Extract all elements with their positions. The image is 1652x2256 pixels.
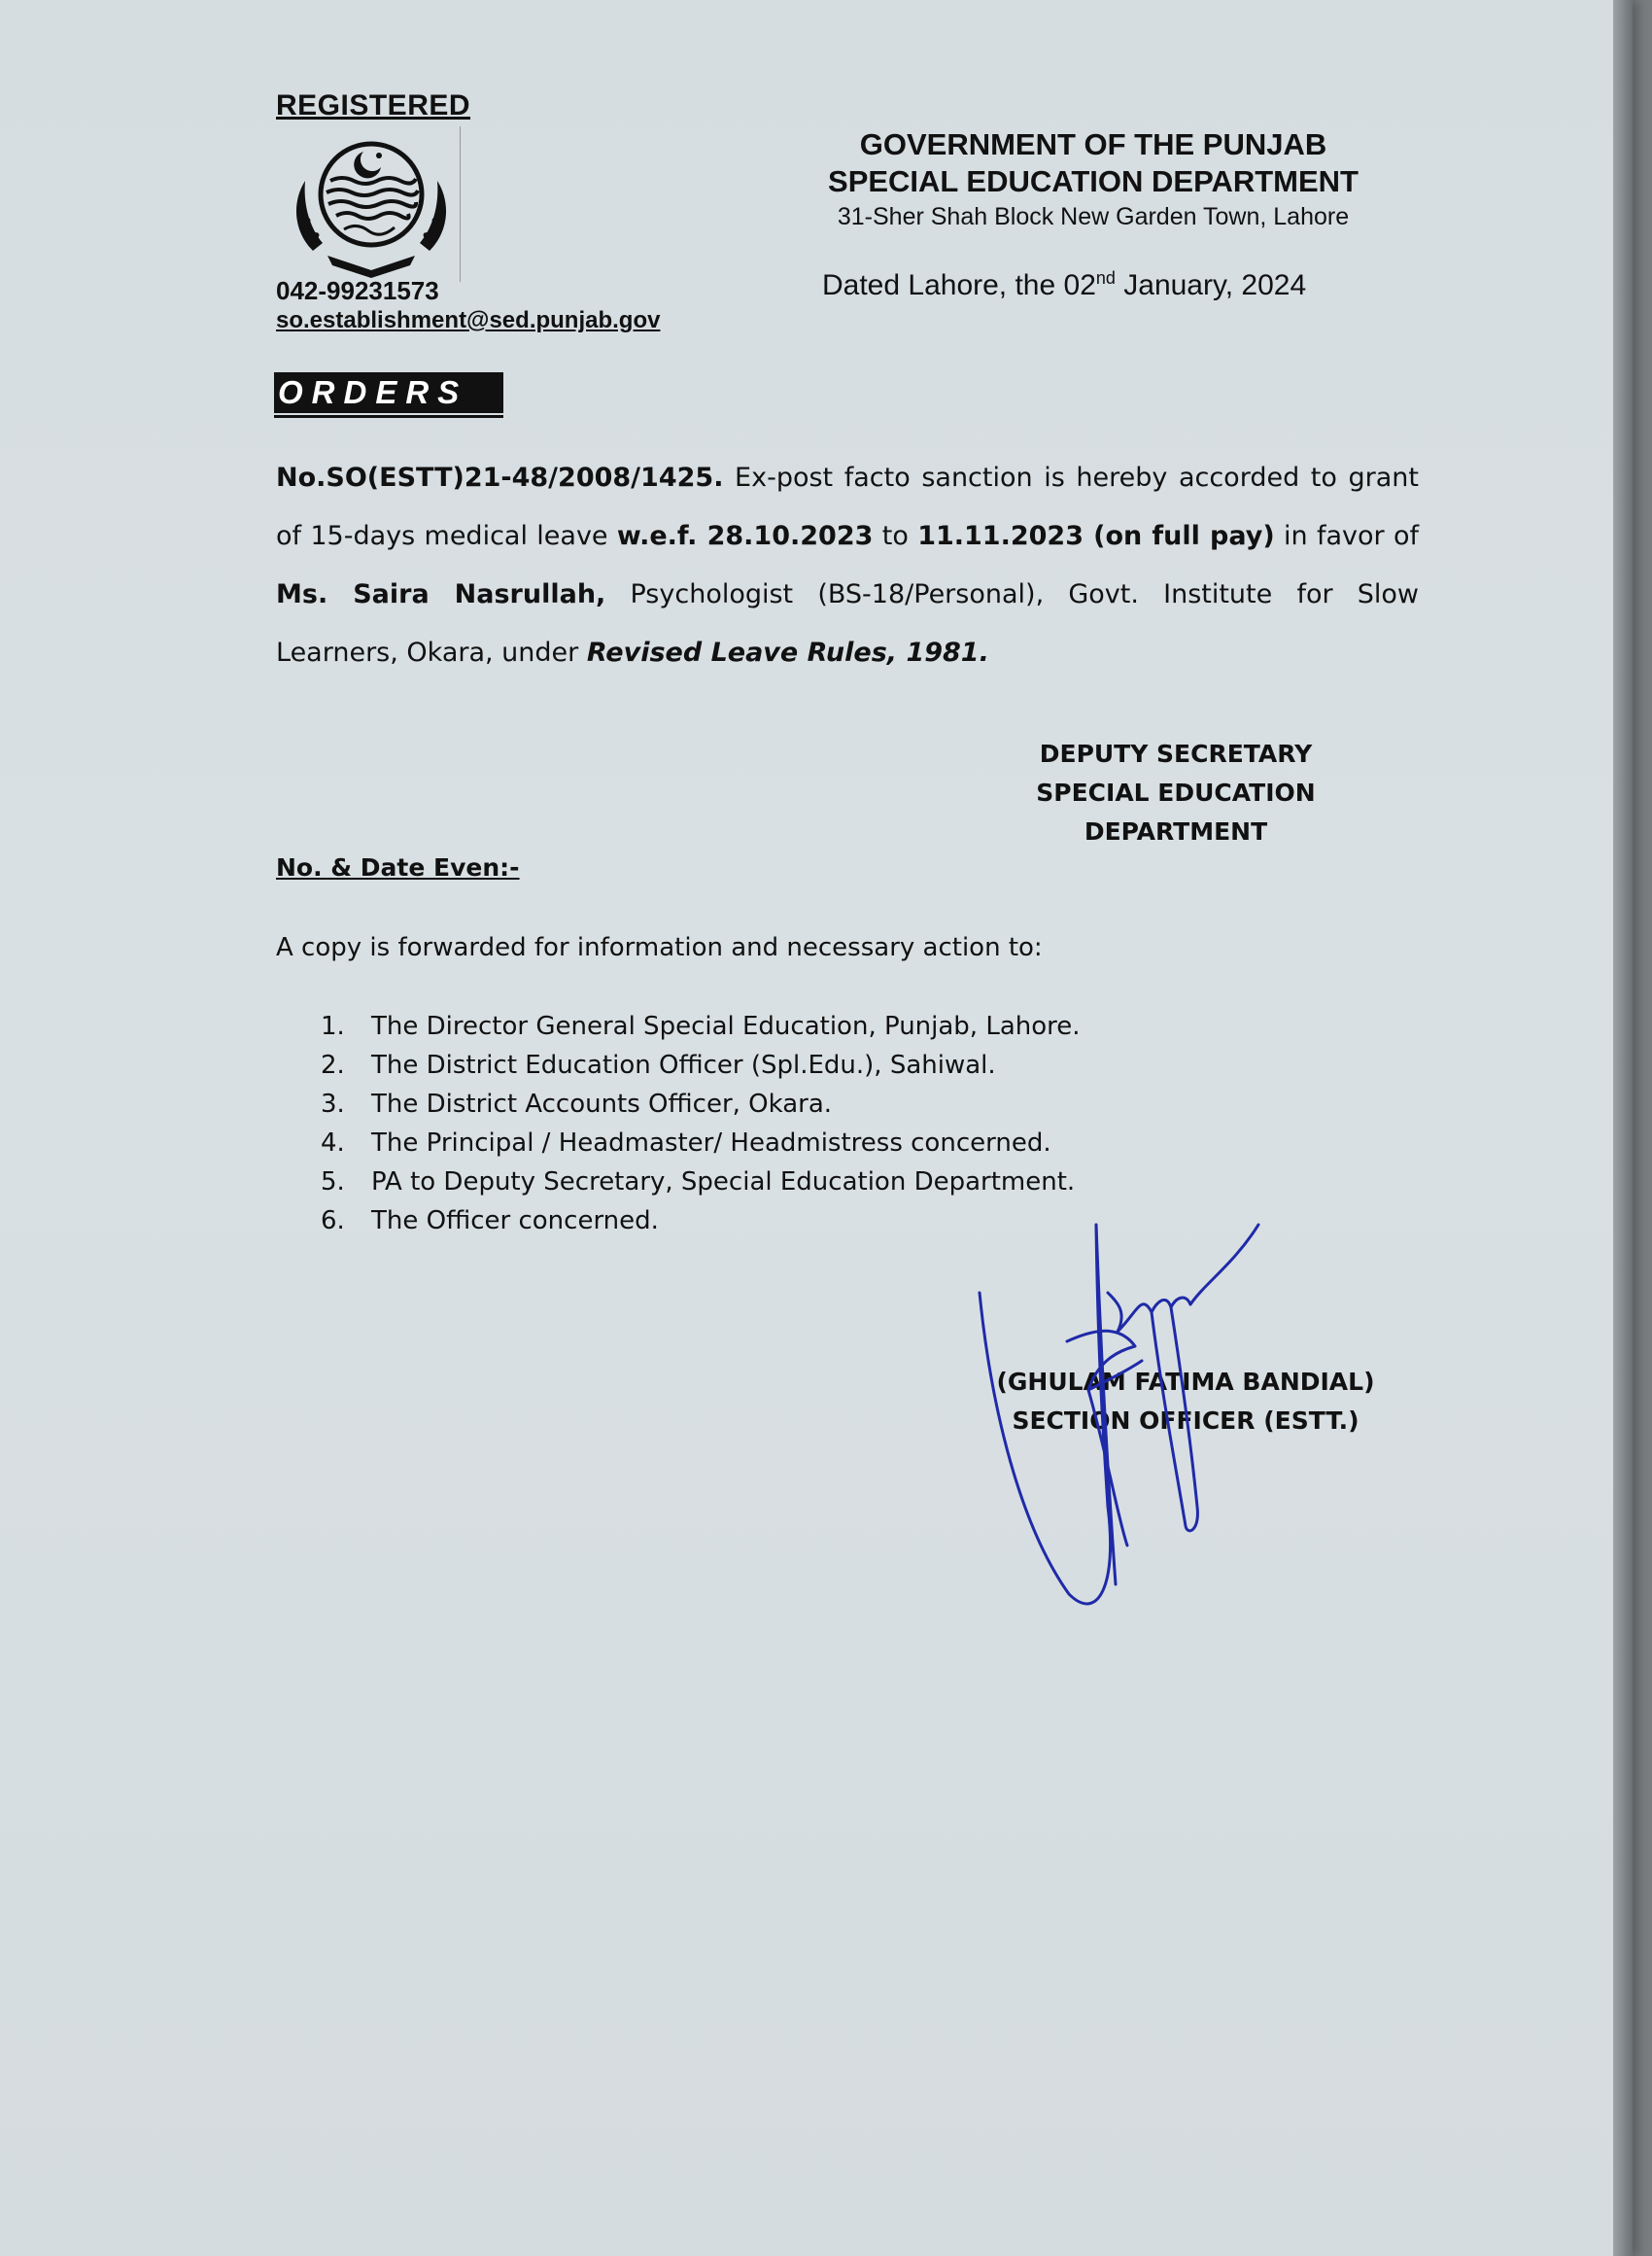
employee-name: Ms. Saira Nasrullah,: [276, 579, 606, 609]
signatory-name: (GHULAM FATIMA BANDIAL): [996, 1368, 1375, 1396]
body-text-4: Psychologist (BS-18/Personal), Govt. Institute for Slow Learners, Okara, under: [276, 579, 1419, 668]
list-item-number: 3.: [321, 1090, 345, 1119]
dated-prefix: Dated Lahore, the 02: [822, 269, 1096, 301]
list-item: [321, 1124, 1195, 1163]
list-item-text: PA to Deputy Secretary, Special Education Department.: [371, 1167, 1076, 1197]
list-item-number: 6.: [321, 1206, 345, 1235]
deputy-line-1: DEPUTY SECRETARY: [1039, 740, 1313, 768]
list-item: [321, 1046, 1195, 1085]
government-header: [777, 126, 1409, 233]
deputy-line-3: DEPARTMENT: [1084, 817, 1268, 846]
list-item-number: 1.: [321, 1012, 345, 1041]
orders-heading: ORDERS: [278, 374, 468, 410]
reference-number: No.SO(ESTT)21-48/2008/1425.: [276, 463, 724, 493]
list-item-number: 2.: [321, 1051, 345, 1080]
copy-forward-intro: A copy is forwarded for information and necessary action to:: [276, 933, 1043, 962]
orders-underline: [274, 415, 503, 418]
list-item-text: The Principal / Headmaster/ Headmistress concerned.: [371, 1128, 1051, 1158]
dated-suffix: January, 2024: [1115, 269, 1307, 301]
list-item-text: The Officer concerned.: [371, 1206, 659, 1235]
deputy-line-2: SPECIAL EDUCATION: [1036, 779, 1316, 807]
leave-start-date: w.e.f. 28.10.2023: [616, 521, 874, 551]
leave-end-date: 11.11.2023 (on full pay): [917, 521, 1275, 551]
email-address: so.establishment@sed.punjab.gov: [276, 307, 661, 333]
leave-rules-reference: Revised Leave Rules, 1981.: [586, 638, 989, 668]
no-date-even-heading: No. & Date Even:-: [276, 853, 520, 882]
list-item: [321, 1085, 1195, 1124]
body-text-3: in favor of: [1274, 521, 1419, 551]
list-item-text: The District Accounts Officer, Okara.: [371, 1090, 833, 1119]
dated-line: [822, 268, 1306, 302]
deputy-secretary-block: [1020, 735, 1331, 851]
recipient-list: [321, 1007, 1195, 1240]
list-item-number: 5.: [321, 1167, 345, 1197]
signatory-title: SECTION OFFICER (ESTT.): [1012, 1406, 1359, 1435]
punjab-emblem-icon: [284, 134, 459, 280]
list-item-text: The District Education Officer (Spl.Edu.), Sahiwal.: [371, 1051, 996, 1080]
signature-icon: [972, 1215, 1283, 1614]
registered-label: REGISTERED: [276, 89, 471, 121]
list-item-number: 4.: [321, 1128, 345, 1158]
department-address: 31-Sher Shah Block New Garden Town, Lahore: [837, 203, 1350, 230]
list-item-text: The Director General Special Education, Punjab, Lahore.: [371, 1012, 1081, 1041]
order-paragraph: [276, 449, 1419, 682]
body-text-2: to: [873, 521, 918, 551]
dated-superscript: nd: [1095, 268, 1116, 288]
phone-number: 042-99231573: [276, 276, 439, 305]
list-item: [321, 1007, 1195, 1046]
page-edge-shadow: [1613, 0, 1633, 2256]
department-title: SPECIAL EDUCATION DEPARTMENT: [828, 164, 1359, 198]
body-text-1: Ex-post facto sanction is hereby accorded to grant of 15-days medical leave: [276, 463, 1419, 551]
list-item: [321, 1163, 1195, 1201]
government-title: GOVERNMENT OF THE PUNJAB: [859, 127, 1327, 161]
logo-divider: [460, 126, 461, 282]
